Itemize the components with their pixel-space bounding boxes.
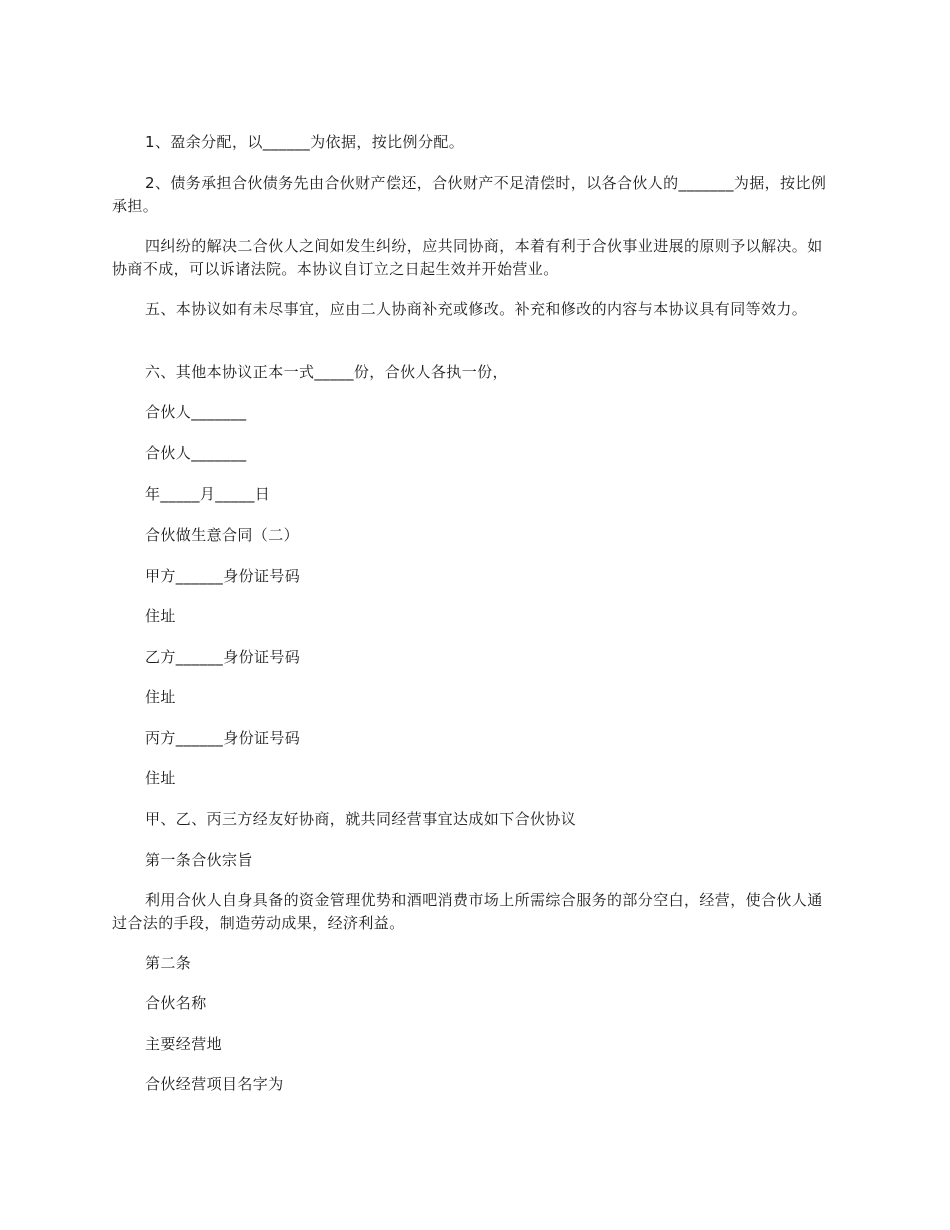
date-line: 年_____月_____日	[145, 485, 271, 503]
business-project-line: 合伙经营项目名字为	[145, 1075, 284, 1093]
clause-profit-distribution: 1、盈余分配，以______为依据，按比例分配。	[145, 133, 465, 151]
partner-signature-line: 合伙人_______	[145, 403, 247, 421]
agreement-intro: 甲、乙、丙三方经友好协商，就共同经营事宜达成如下合伙协议	[145, 810, 577, 828]
party-c-id-line: 丙方______身份证号码	[145, 729, 301, 747]
article-heading: 第二条	[145, 954, 192, 972]
clause-copies: 六、其他本协议正本一式_____份，合伙人各执一份，	[145, 363, 508, 381]
clause-amendment: 五、本协议如有未尽事宜，应由二人协商补充或修改。补充和修改的内容与本协议具有同等效力。	[145, 300, 808, 318]
party-a-address-line: 住址	[145, 607, 176, 625]
partner-signature-line: 合伙人_______	[145, 444, 247, 462]
party-b-id-line: 乙方______身份证号码	[145, 648, 301, 666]
partnership-name-line: 合伙名称	[145, 994, 207, 1012]
business-location-line: 主要经营地	[145, 1035, 223, 1053]
article-heading: 第一条合伙宗旨	[145, 851, 253, 869]
party-a-id-line: 甲方______身份证号码	[145, 567, 301, 585]
clause-dispute-resolution: 四纠纷的解决二合伙人之间如发生纠纷，应共同协商，本着有利于合伙事业进展的原则予以解决。如协商不成，可以诉诸法院。本协议自订立之日起生效并开始营业。	[112, 237, 823, 278]
clause-debt-bearing: 2、债务承担合伙债务先由合伙财产偿还，合伙财产不足清偿时，以各合伙人的_______为据，按比例承担。	[112, 174, 827, 215]
article-purpose-text: 利用合伙人自身具备的资金管理优势和酒吧消费市场上所需综合服务的部分空白，经营，使合伙人通过合法的手段，制造劳动成果，经济利益。	[112, 891, 823, 932]
party-c-address-line: 住址	[145, 769, 176, 787]
party-b-address-line: 住址	[145, 688, 176, 706]
section-title: 合伙做生意合同（二）	[145, 526, 300, 544]
